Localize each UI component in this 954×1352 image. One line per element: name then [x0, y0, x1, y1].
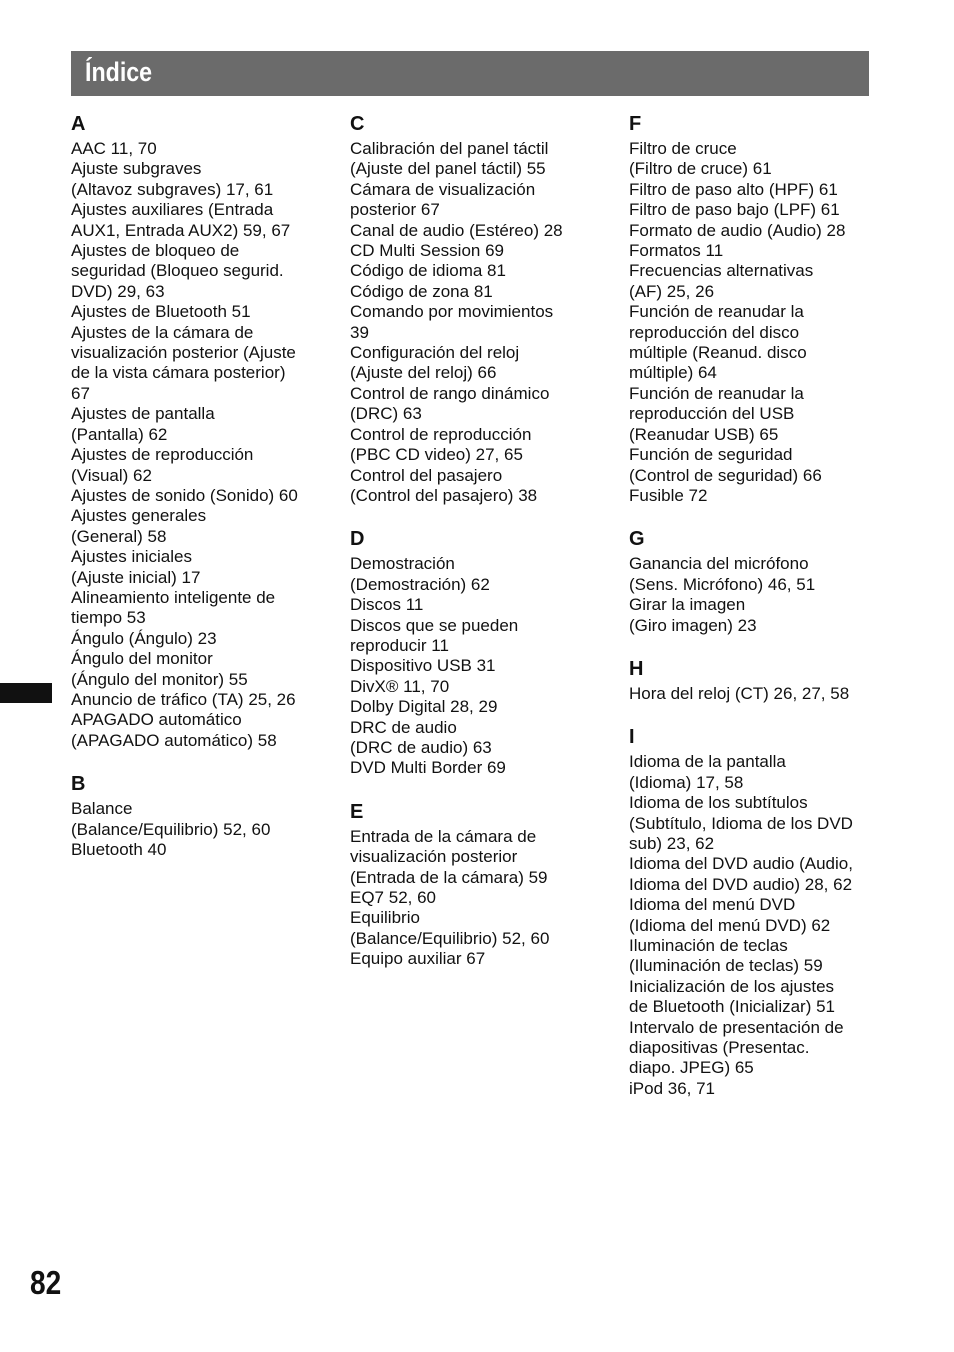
index-entry-line: Idioma del DVD audio (Audio,	[629, 854, 853, 874]
index-entry-line: (DRC) 63	[350, 404, 422, 424]
index-entry-line: Ángulo (Ángulo) 23	[71, 628, 217, 648]
index-entry-line: de Bluetooth (Inicializar) 51	[629, 997, 836, 1017]
index-section	[629, 725, 874, 1099]
index-section	[629, 112, 874, 506]
index-entry	[350, 466, 602, 507]
index-entry	[71, 445, 323, 486]
index-entry-line: reproducir 11	[350, 635, 449, 655]
index-entry	[350, 180, 602, 221]
index-entry	[350, 616, 602, 657]
index-entry-line: (Pantalla) 62	[71, 424, 168, 444]
index-entry	[350, 827, 602, 888]
index-entry	[350, 282, 602, 302]
index-entry	[71, 159, 323, 200]
index-entry-line: (Demostración) 62	[350, 574, 490, 594]
index-entry	[350, 758, 602, 778]
index-entry	[350, 656, 602, 676]
index-entry-line: Ángulo del monitor	[71, 649, 213, 669]
index-section	[350, 527, 602, 778]
index-entry	[629, 261, 874, 302]
index-entry-line: Control de rango dinámico	[350, 383, 550, 403]
index-entry-line: reproducción del disco	[629, 322, 800, 342]
index-entry-line: Ajustes de sonido (Sonido) 60	[71, 485, 298, 505]
section-letter: G	[629, 528, 645, 551]
index-entry-line: Canal de audio (Estéreo) 28	[350, 220, 563, 240]
index-entry-line: (Iluminación de teclas) 59	[629, 956, 823, 976]
index-entry-line: múltiple (Reanud. disco	[629, 343, 807, 363]
index-entry	[629, 1018, 874, 1079]
index-entry-line: Ajustes generales	[71, 506, 207, 526]
index-entry-line: Ajustes de reproducción	[71, 445, 254, 465]
index-entry-line: Bluetooth 40	[71, 840, 167, 859]
section-letter: A	[71, 113, 86, 135]
index-entry-line: APAGADO automático	[71, 710, 242, 730]
index-entry	[350, 718, 602, 759]
index-entry-line: (Entrada de la cámara) 59	[350, 867, 548, 887]
index-entry-line: visualización posterior	[350, 847, 518, 867]
index-entry-line: DRC de audio	[350, 717, 457, 737]
index-entry	[71, 486, 323, 506]
index-entry-line: (Subtítulo, Idioma de los DVD	[629, 813, 853, 833]
index-entry-line: (Balance/Equilibrio) 52, 60	[350, 928, 550, 948]
index-entry	[629, 180, 874, 200]
index-entry-line: (AF) 25, 26	[629, 281, 715, 301]
index-entry-line: Código de idioma 81	[350, 261, 506, 281]
index-entry	[350, 595, 602, 615]
index-entry-line: de la vista cámara posterior)	[71, 363, 286, 383]
index-entry	[629, 977, 874, 1018]
index-entry-line: (Giro imagen) 23	[629, 615, 757, 635]
index-entry	[350, 949, 602, 969]
index-entry-line: Ajustes iniciales	[71, 547, 192, 567]
index-entry-line: múltiple) 64	[629, 363, 717, 383]
index-entry-line: Ajustes de bloqueo de	[71, 241, 240, 261]
index-entry-line: Anuncio de tráfico (TA) 25, 26	[71, 689, 296, 709]
index-entry-line: Código de zona 81	[350, 281, 493, 301]
index-entry	[629, 384, 874, 445]
index-entry	[629, 221, 874, 241]
index-entry-line: Control de reproducción	[350, 424, 532, 444]
index-entry	[71, 241, 323, 302]
index-entry-line: Girar la imagen	[629, 595, 746, 615]
index-entry	[629, 595, 874, 636]
index-entry-line: 39	[350, 322, 369, 342]
index-entry-line: Hora del reloj (CT) 26, 27, 58	[629, 683, 850, 703]
index-section	[350, 112, 602, 506]
index-entry-line: (General) 58	[71, 526, 167, 546]
index-entry	[71, 139, 323, 159]
index-entry-line: (Ajuste inicial) 17	[71, 567, 201, 587]
index-entry-line: (Idioma del menú DVD) 62	[629, 915, 831, 935]
index-entry-line: Ajustes de Bluetooth 51	[71, 302, 251, 322]
index-entry-line: (Altavoz subgraves) 17, 61	[71, 179, 274, 199]
index-entry	[350, 425, 602, 466]
index-entry	[71, 649, 323, 690]
index-entry	[350, 221, 602, 241]
page-number: 82	[30, 1264, 62, 1301]
index-entry-line: Función de reanudar la	[629, 383, 804, 403]
index-entry-line: visualización posterior (Ajuste	[71, 343, 296, 363]
index-entry-line: diapositivas (Presentac.	[629, 1038, 810, 1058]
index-entry	[350, 554, 602, 595]
index-entry-line: Cámara de visualización	[350, 179, 536, 199]
index-entry	[71, 588, 323, 629]
index-entry	[71, 323, 323, 405]
index-entry	[71, 840, 323, 860]
index-entry-line: AUX1, Entrada AUX2) 59, 67	[71, 220, 291, 240]
index-entry-line: (Ángulo del monitor) 55	[71, 669, 248, 689]
section-letter: H	[629, 657, 644, 680]
index-entry-line: Calibración del panel táctil	[350, 139, 549, 158]
index-entry-line: (Ajuste del reloj) 66	[350, 363, 497, 383]
index-entry	[71, 629, 323, 649]
index-entry	[350, 343, 602, 384]
page-title: Índice	[85, 57, 153, 87]
index-entry-line: DVD) 29, 63	[71, 281, 165, 301]
index-entry	[350, 302, 602, 343]
index-entry-line: CD Multi Session 69	[350, 241, 505, 261]
index-entry-line: 67	[71, 383, 90, 403]
section-letter: F	[629, 113, 642, 135]
header-bar	[71, 51, 869, 96]
index-entry-line: Fusible 72	[629, 485, 708, 505]
index-entry	[350, 261, 602, 281]
index-entry	[629, 793, 874, 854]
index-entry-line: Dolby Digital 28, 29	[350, 697, 498, 717]
index-entry-line: Filtro de paso bajo (LPF) 61	[629, 200, 840, 220]
index-entry	[629, 302, 874, 384]
index-entry	[350, 888, 602, 908]
index-entry-line: Intervalo de presentación de	[629, 1017, 844, 1037]
index-entry-line: (Ajuste del panel táctil) 55	[350, 159, 546, 179]
index-entry-line: DivX® 11, 70	[350, 676, 450, 696]
index-entry	[629, 936, 874, 977]
index-entry-line: Equipo auxiliar 67	[350, 949, 486, 969]
index-entry-line: Ajustes de la cámara de	[71, 322, 254, 342]
index-entry-line: iPod 36, 71	[629, 1078, 716, 1098]
index-entry-line: Idioma del menú DVD	[629, 895, 796, 915]
index-entry	[629, 445, 874, 486]
index-entry	[350, 241, 602, 261]
index-column-1	[71, 112, 323, 881]
index-entry-line: (PBC CD video) 27, 65	[350, 445, 523, 465]
index-entry-line: tiempo 53	[71, 608, 146, 628]
index-entry-line: (Control del pasajero) 38	[350, 485, 538, 505]
index-entry	[350, 677, 602, 697]
index-entry-line: EQ7 52, 60	[350, 888, 437, 907]
side-tab-marker	[0, 683, 52, 703]
index-entry	[629, 554, 874, 595]
index-entry-line: Formatos 11	[629, 241, 724, 261]
index-column-2	[350, 112, 602, 991]
index-entry-line: Demostración	[350, 554, 455, 574]
index-section	[71, 772, 323, 860]
index-entry	[629, 895, 874, 936]
index-entry-line: sub) 23, 62	[629, 833, 715, 853]
index-entry-line: Iluminación de teclas	[629, 936, 788, 955]
index-section	[629, 657, 874, 704]
index-entry	[71, 799, 323, 840]
index-entry	[629, 854, 874, 895]
index-entry-line: seguridad (Bloqueo segurid.	[71, 261, 284, 281]
index-entry-line: Filtro de cruce	[629, 139, 737, 158]
index-entry-line: (Control de seguridad) 66	[629, 465, 822, 485]
index-entry	[71, 404, 323, 445]
index-entry-line: (Visual) 62	[71, 465, 152, 485]
section-letter: D	[350, 528, 365, 551]
index-entry-line: Ajuste subgraves	[71, 159, 202, 179]
index-entry	[350, 139, 602, 180]
section-letter: C	[350, 113, 365, 135]
index-entry-line: Discos que se pueden	[350, 615, 519, 635]
index-entry-line: Formato de audio (Audio) 28	[629, 220, 846, 240]
index-section	[629, 527, 874, 636]
index-entry	[629, 486, 874, 506]
index-entry-line: Inicialización de los ajustes	[629, 976, 835, 996]
index-entry-line: Función de seguridad	[629, 445, 793, 465]
index-entry-line: Idioma de los subtítulos	[629, 793, 808, 813]
index-entry-line: Configuración del reloj	[350, 343, 520, 363]
index-entry-line: Frecuencias alternativas	[629, 261, 814, 281]
index-entry	[71, 690, 323, 710]
index-entry-line: (Idioma) 17, 58	[629, 772, 744, 792]
index-entry	[350, 908, 602, 949]
index-entry-line: Entrada de la cámara de	[350, 826, 537, 846]
index-entry-line: Dispositivo USB 31	[350, 656, 496, 676]
index-entry-line: Filtro de paso alto (HPF) 61	[629, 179, 838, 199]
index-entry-line: Discos 11	[350, 595, 424, 615]
index-section	[71, 112, 323, 751]
index-entry-line: (Sens. Micrófono) 46, 51	[629, 574, 816, 594]
section-letter: B	[71, 773, 86, 796]
index-entry-line: Ajustes auxiliares (Entrada	[71, 200, 274, 220]
index-entry	[350, 697, 602, 717]
index-entry-line: Ajustes de pantalla	[71, 404, 215, 424]
index-entry	[71, 710, 323, 751]
section-letter: E	[350, 800, 364, 823]
index-entry	[629, 139, 874, 180]
index-entry-line: Alineamiento inteligente de	[71, 587, 276, 607]
index-entry-line: DVD Multi Border 69	[350, 758, 506, 778]
index-entry	[350, 384, 602, 425]
index-entry-line: Idioma del DVD audio) 28, 62	[629, 874, 853, 894]
index-entry	[629, 241, 874, 261]
index-entry-line: Ganancia del micrófono	[629, 554, 809, 574]
index-entry-line: Balance	[71, 799, 133, 819]
section-letter: I	[629, 726, 635, 749]
index-entry-line: Idioma de la pantalla	[629, 752, 786, 772]
index-entry	[629, 684, 874, 704]
index-entry-line: Control del pasajero	[350, 465, 503, 485]
index-entry-line: AAC 11, 70	[71, 139, 157, 158]
index-entry	[629, 200, 874, 220]
index-entry-line: diapo. JPEG) 65	[629, 1058, 754, 1078]
index-entry-line: (Reanudar USB) 65	[629, 424, 779, 444]
index-entry-line: (Balance/Equilibrio) 52, 60	[71, 819, 271, 839]
index-entry-line: Función de reanudar la	[629, 302, 804, 322]
index-entry-line: reproducción del USB	[629, 404, 795, 424]
index-entry	[71, 302, 323, 322]
index-entry	[71, 200, 323, 241]
index-entry	[629, 752, 874, 793]
index-entry-line: posterior 67	[350, 200, 440, 220]
index-entry-line: (APAGADO automático) 58	[71, 730, 277, 750]
index-section	[350, 800, 602, 970]
index-entry	[629, 1079, 874, 1099]
index-entry-line: (DRC de audio) 63	[350, 737, 492, 757]
index-column-3	[629, 112, 874, 1120]
index-entry	[71, 547, 323, 588]
index-entry-line: Comando por movimientos	[350, 302, 554, 322]
index-entry-line: Equilibrio	[350, 908, 420, 928]
index-entry-line: (Filtro de cruce) 61	[629, 159, 772, 179]
index-entry	[71, 506, 323, 547]
